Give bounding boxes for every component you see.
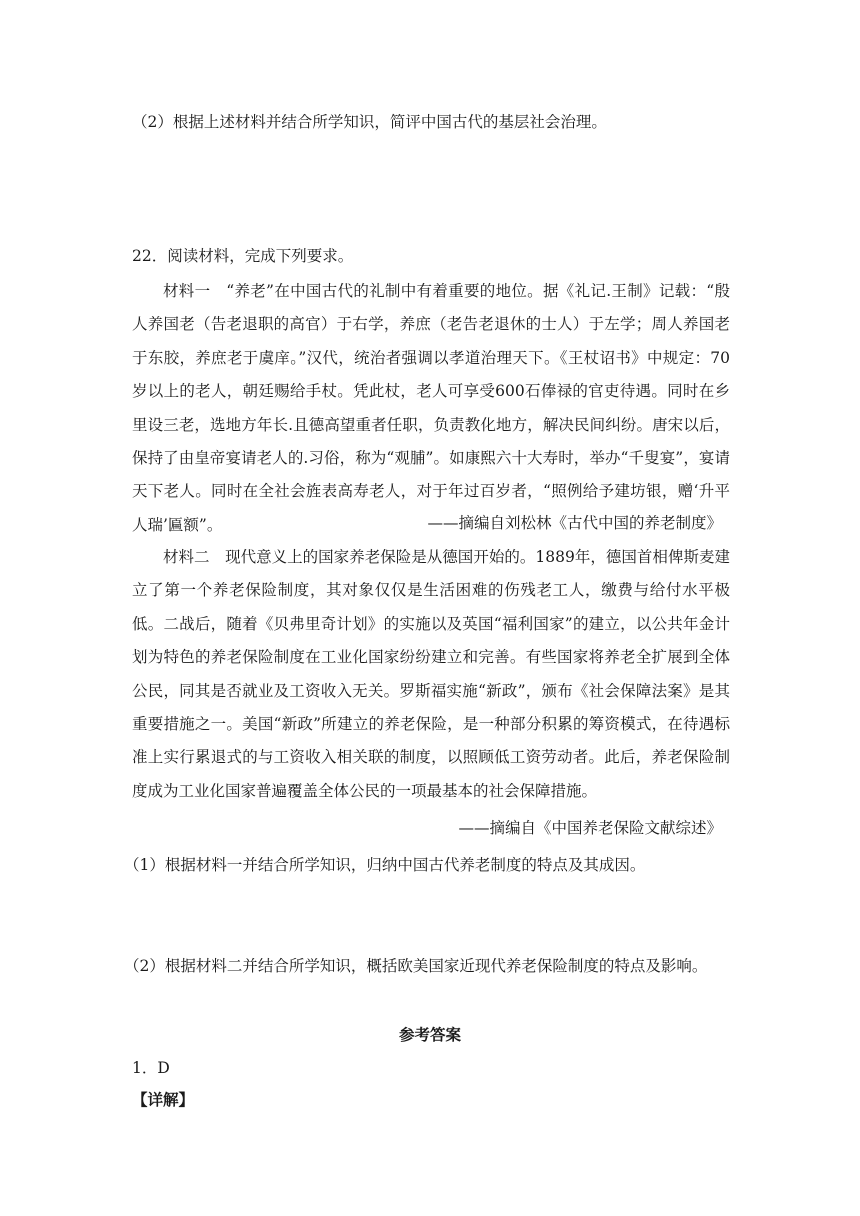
q22-part2-prompt: （2）根据材料二并结合所学知识，概括欧美国家近现代养老保险制度的特点及影响。: [124, 957, 708, 975]
q22-source-two: ——摘编自《中国养老保险文献综述》: [458, 819, 722, 837]
answer-item-1: 1．D: [132, 1059, 170, 1077]
q22-material-two: 材料二 现代意义上的国家养老保险是从德国开始的。1889年，德国首相俾斯麦建立了第一个养老保险制度，其对象仅仅是生活困难的伤残老工人，缴费与给付水平极低。二战后，随着《贝弗里奇计划》的实施以及英国“福利国家”的建立，以公共年金计划为特色的养老保险制度在工业化国家纷纷建立和完善。有些国家将养老全扩展到全体公民，同其是否就业及工资收入无关。罗斯福实施“新政”，颁布《社会保障法案》是其重要措施之一。美国“新政”所建立的养老保险，是一种部分积累的筹资模式，在待遇标准上实行累退式的与工资收入相关联的制度，以照顾低工资劳动者。此后，养老保险制度成为工业化国家普遍覆盖全体公民的一项最基本的社会保障措施。: [132, 548, 730, 800]
q22-material-one: 材料一 “养老”在中国古代的礼制中有着重要的地位。据《礼记.王制》记载：“殷人养国老（告老退职的高官）于右学，养庶（老告老退休的士人）于左学；周人养国老于东胶，养庶老于虞庠。”汉代，统治者强调以孝道治理天下。《王杖诏书》中规定：70岁以上的老人，朝廷赐给手杖。凭此杖，老人可享受600石俸禄的官吏待遇。同时在乡里设三老，选地方年长.且德高望重者任职，负责教化地方，解决民间纠纷。唐宋以后，保持了由皇帝宴请老人的.习俗，称为“观脯”。如康熙六十大寿时，举办“千叟宴”，宴请天下老人。同时在全社会旌表高寿老人，对于年过百岁者，“照例给予建坊银，赠‘升平人瑞’匾额”。: [132, 282, 730, 534]
q21-part2-prompt: （2）根据上述材料并结合所学知识，简评中国古代的基层社会治理。: [132, 113, 607, 131]
q22-source-one: ——摘编自刘松林《古代中国的养老制度》: [427, 514, 722, 532]
q22-part1-prompt: （1）根据材料一并结合所学知识，归纳中国古代养老制度的特点及其成因。: [124, 856, 646, 874]
answers-heading: 参考答案: [398, 1025, 461, 1044]
q22-title: 22．阅读材料，完成下列要求。: [132, 247, 354, 265]
answer-detail-label: 【详解】: [132, 1090, 195, 1109]
